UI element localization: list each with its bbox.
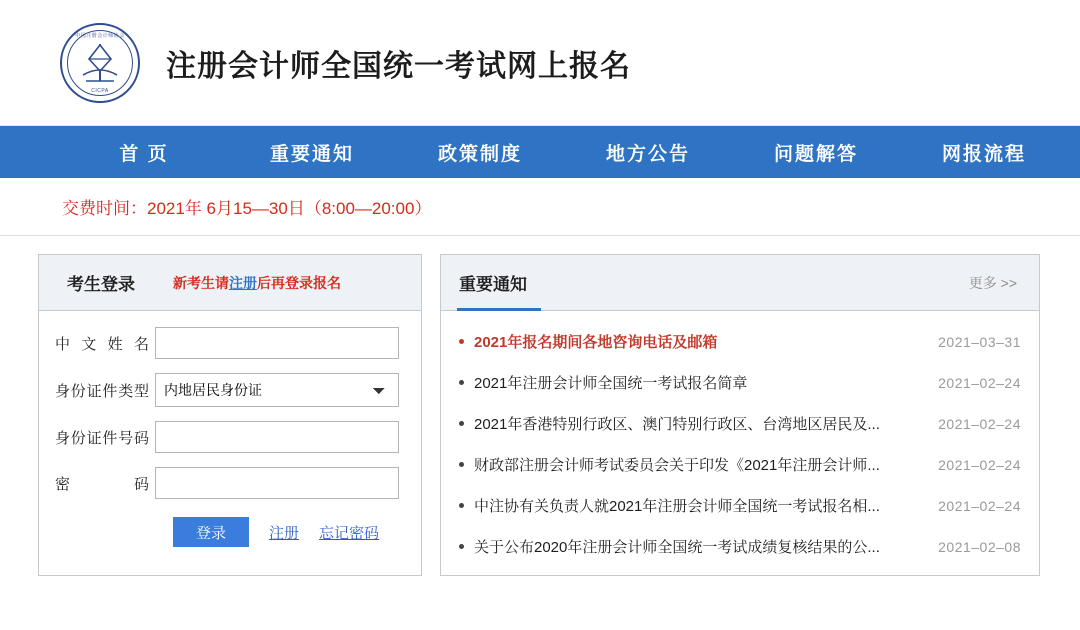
name-input[interactable]: [155, 327, 399, 359]
register-link[interactable]: 注册: [269, 524, 300, 542]
bullet-icon: [459, 462, 464, 467]
notice-panel-underline: [457, 308, 541, 311]
bullet-icon: [459, 380, 464, 385]
notice-list: [441, 311, 1039, 575]
name-label: 中文姓名: [55, 335, 149, 353]
notice-title[interactable]: 2021年报名期间各地咨询电话及邮箱: [474, 334, 718, 351]
notice-title[interactable]: 中注协有关负责人就2021年注册会计师全国统一考试报名相...: [474, 498, 880, 515]
list-item[interactable]: [459, 362, 1021, 403]
notice-title[interactable]: 财政部注册会计师考试委员会关于印发《2021年注册会计师...: [474, 457, 880, 474]
idtype-select[interactable]: [155, 373, 399, 407]
notice-panel: [440, 254, 1040, 576]
notice-panel-title: 重要通知: [459, 275, 527, 294]
password-label: 密码: [55, 475, 149, 493]
login-form: [39, 311, 421, 569]
nav-local-announcement[interactable]: 地方公告: [605, 143, 690, 165]
page-title: 注册会计师全国统一考试网上报名: [166, 49, 631, 83]
list-item[interactable]: [459, 321, 1021, 362]
cicpa-logo-icon: [60, 23, 140, 103]
bullet-icon: [459, 503, 464, 508]
list-item[interactable]: [459, 403, 1021, 444]
notice-date: 2021–02–24: [938, 374, 1021, 391]
notice-date: 2021–02–08: [938, 538, 1021, 555]
login-panel-header: [39, 255, 421, 311]
password-row: [55, 467, 405, 499]
idno-input[interactable]: [155, 421, 399, 453]
idtype-row: [55, 373, 405, 407]
idno-row: [55, 421, 405, 453]
payment-time-notice: [0, 178, 1080, 236]
register-hint-suffix: 后再登录报名: [257, 274, 341, 291]
bullet-icon: [459, 421, 464, 426]
payment-time-text: 交费时间：2021年 6月15—30日（8:00—20:00）: [62, 199, 432, 218]
notice-title[interactable]: 2021年注册会计师全国统一考试报名简章: [474, 375, 748, 392]
idno-label: 身份证件号码: [55, 429, 149, 447]
login-panel: [38, 254, 422, 576]
register-inline-link[interactable]: 注册: [229, 274, 257, 291]
page-header: [0, 0, 1080, 126]
nav-faq[interactable]: 问题解答: [773, 143, 858, 165]
nav-policy[interactable]: 政策制度: [437, 143, 522, 165]
logo-bottom-text: CICPA: [91, 87, 109, 94]
password-input[interactable]: [155, 467, 399, 499]
list-item[interactable]: [459, 485, 1021, 526]
idtype-label: 身份证件类型: [55, 382, 149, 400]
main-nav: [0, 126, 1080, 178]
bullet-icon: [459, 339, 464, 344]
list-item[interactable]: [459, 526, 1021, 567]
register-hint-prefix: 新考生请: [173, 274, 229, 291]
logo-emblem-icon: [77, 41, 123, 85]
notice-date: 2021–02–24: [938, 497, 1021, 514]
nav-home[interactable]: 首 页: [119, 143, 169, 165]
notice-date: 2021–02–24: [938, 415, 1021, 432]
login-panel-title: 考生登录: [67, 275, 135, 294]
notice-title[interactable]: 关于公布2020年注册会计师全国统一考试成绩复核结果的公...: [474, 539, 880, 556]
notice-panel-header: [441, 255, 1039, 311]
name-row: [55, 327, 405, 359]
notice-date: 2021–02–24: [938, 456, 1021, 473]
login-button[interactable]: 登录: [173, 517, 249, 547]
logo-top-text: 中国注册会计师协会: [75, 32, 125, 39]
notice-date: 2021–03–31: [938, 333, 1021, 350]
bullet-icon: [459, 544, 464, 549]
nav-important-notice[interactable]: 重要通知: [269, 143, 354, 165]
forgot-password-link[interactable]: 忘记密码: [319, 524, 380, 542]
notice-more-link[interactable]: 更多 >>: [968, 274, 1017, 291]
nav-process[interactable]: 网报流程: [941, 143, 1026, 165]
register-hint: [173, 273, 341, 293]
notice-title[interactable]: 2021年香港特别行政区、澳门特别行政区、台湾地区居民及...: [474, 416, 880, 433]
list-item[interactable]: [459, 444, 1021, 485]
login-actions: [55, 517, 405, 547]
main-content: [0, 236, 1080, 576]
